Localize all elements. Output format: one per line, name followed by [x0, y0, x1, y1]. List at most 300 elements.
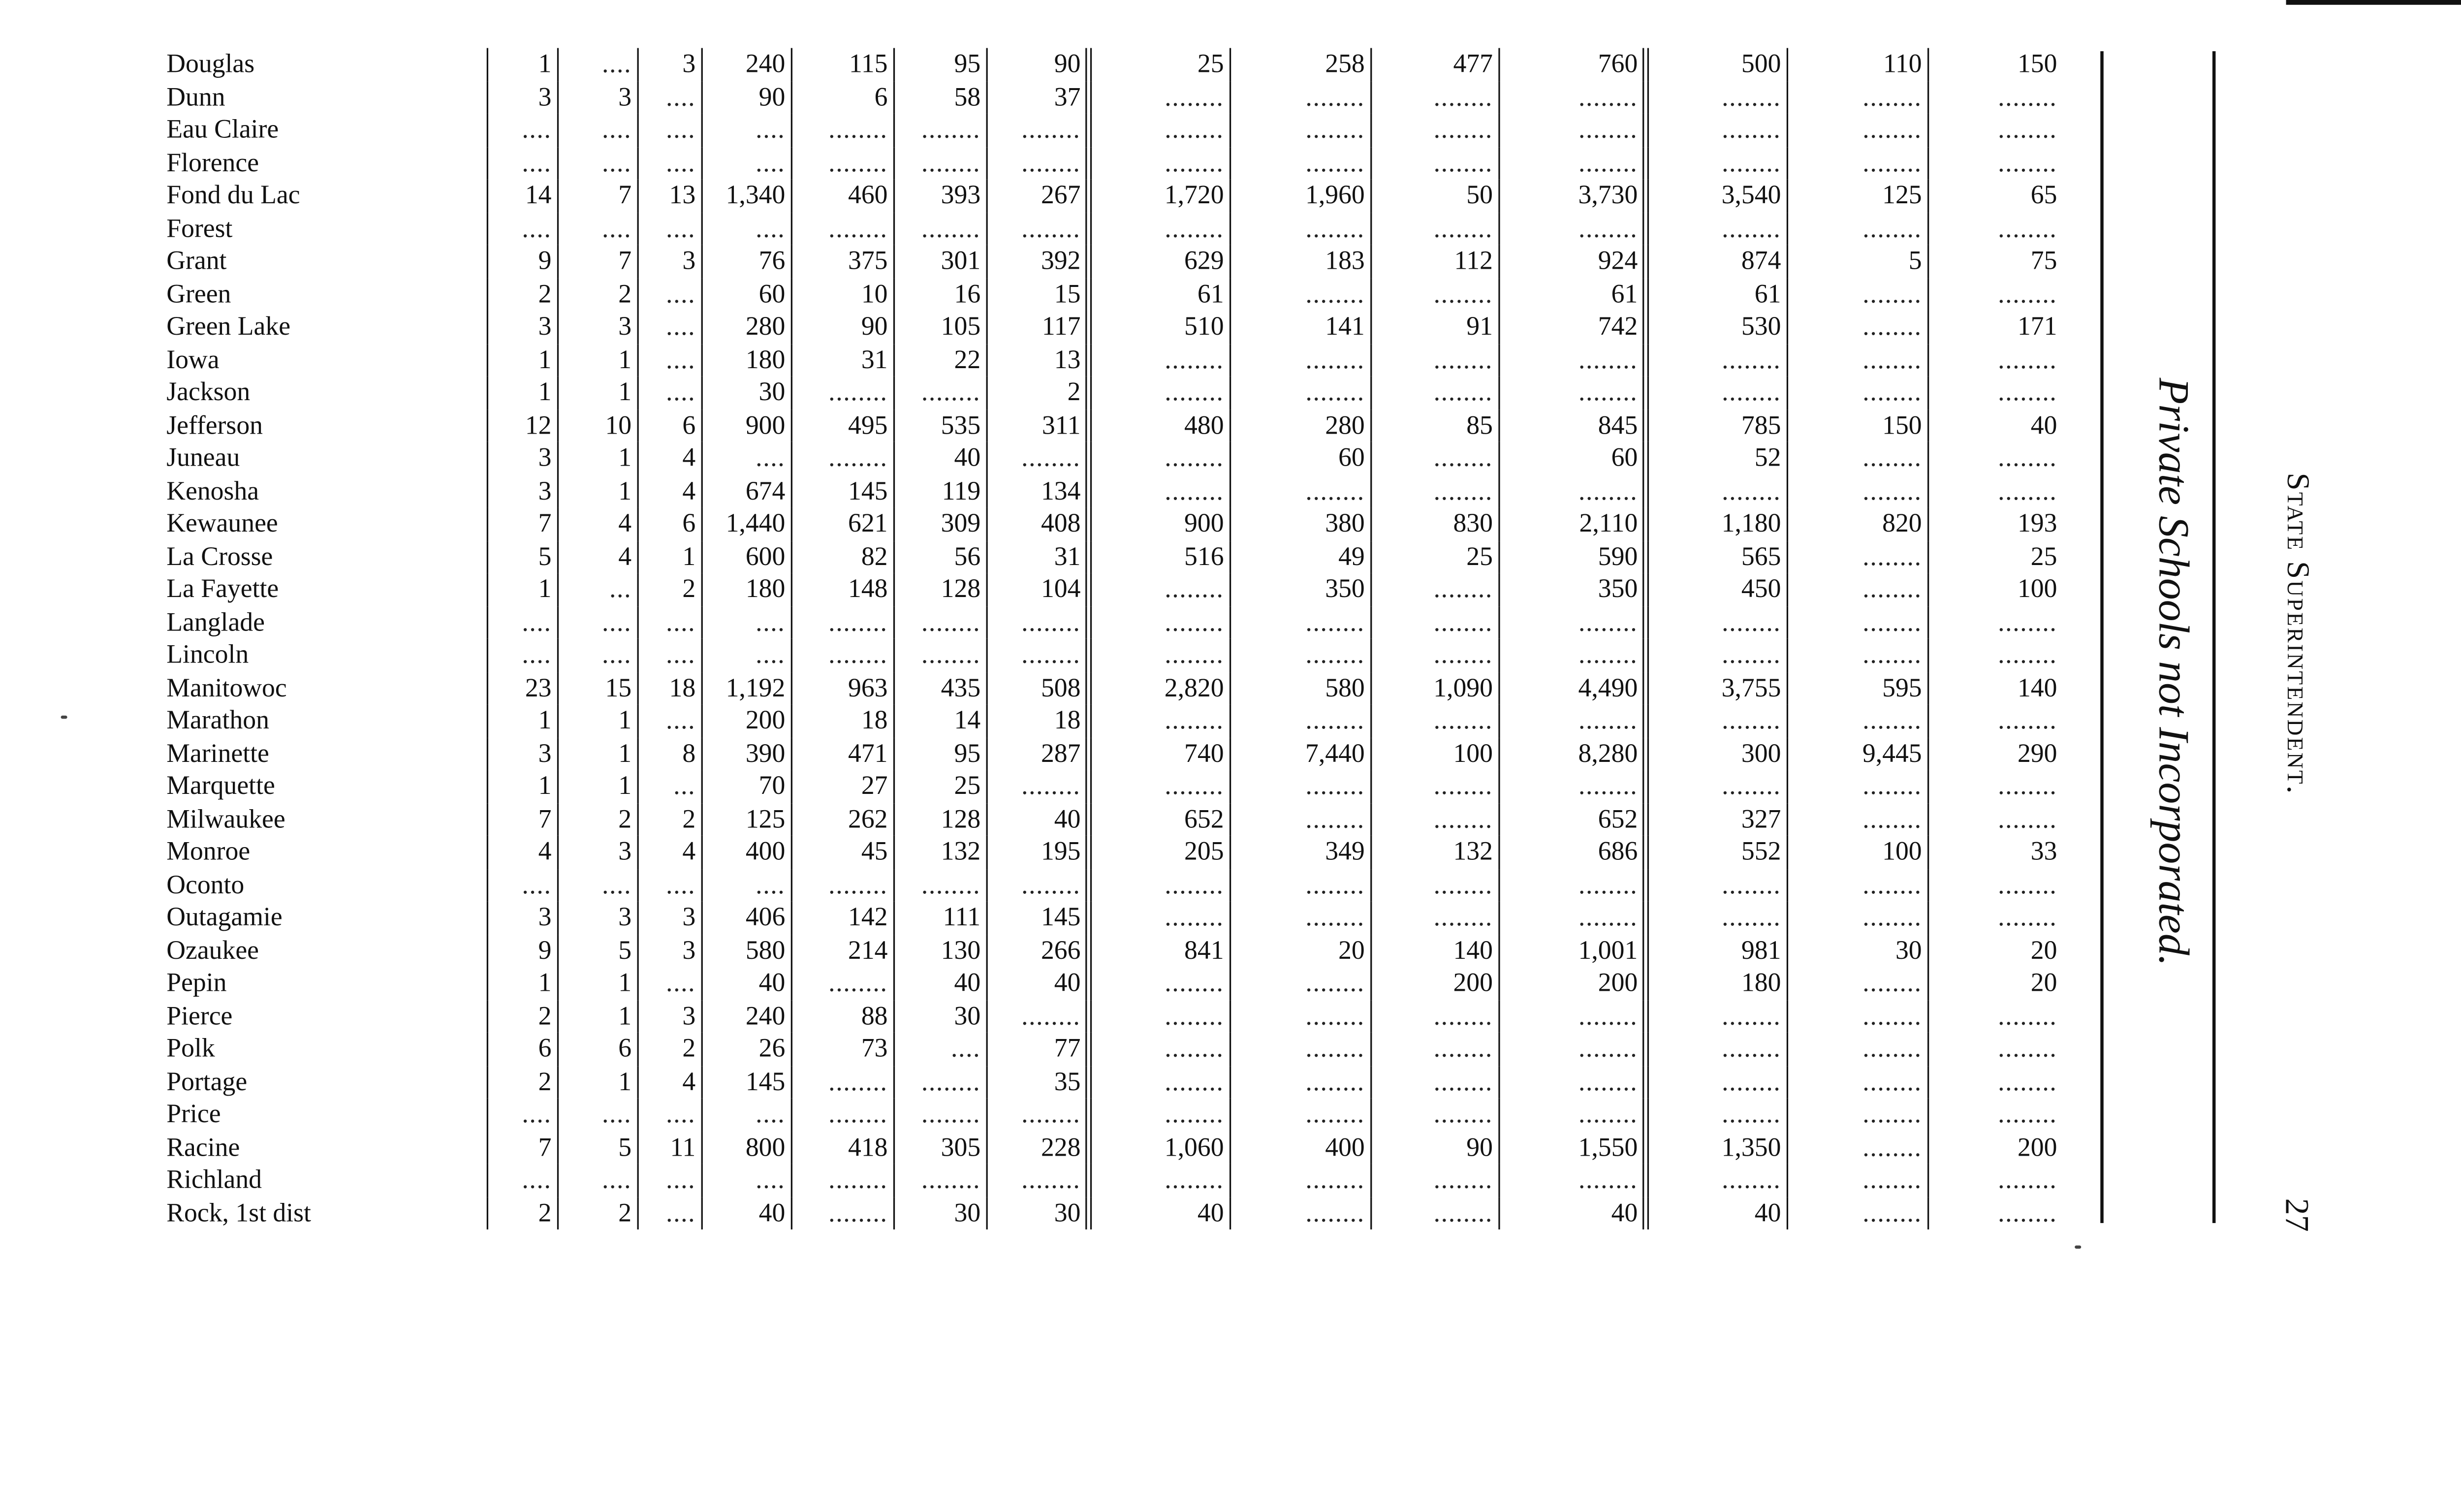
- table-cell: 1: [487, 376, 557, 409]
- table-cell: ........: [1089, 901, 1230, 934]
- table-cell: 392: [986, 245, 1089, 278]
- table-cell: 3: [557, 836, 637, 869]
- table-cell: 4: [637, 474, 701, 507]
- table-cell: 18: [986, 704, 1089, 737]
- table-cell: ........: [1927, 1098, 2062, 1131]
- table-cell: ........: [1787, 147, 1927, 180]
- table-cell: ....: [701, 868, 791, 901]
- table-cell: ........: [1927, 704, 2062, 737]
- table-cell: 400: [1230, 1131, 1370, 1164]
- table-cell: 228: [986, 1131, 1089, 1164]
- table-cell: ........: [1089, 868, 1230, 901]
- table-cell: 200: [1370, 967, 1498, 1000]
- table-cell: 7: [487, 507, 557, 540]
- table-cell: ........: [1498, 639, 1645, 672]
- table-cell: 111: [893, 901, 986, 934]
- table-cell: ....: [557, 1098, 637, 1131]
- column-rule: [2212, 51, 2216, 1223]
- table-cell: 1: [557, 1066, 637, 1099]
- table-cell: 70: [701, 770, 791, 803]
- table-cell: 1,440: [701, 507, 791, 540]
- table-cell: 3: [487, 81, 557, 114]
- table-cell: ........: [791, 1098, 893, 1131]
- table-cell: 90: [791, 311, 893, 344]
- county-name: Pierce: [166, 1000, 233, 1030]
- table-cell: ........: [1787, 344, 1927, 377]
- table-cell: ........: [1646, 901, 1787, 934]
- table-row: [160, 573, 2062, 606]
- table-cell: ........: [986, 442, 1089, 475]
- table-cell: ........: [1927, 1066, 2062, 1099]
- table-cell: 4: [487, 836, 557, 869]
- table-cell: 14: [487, 179, 557, 212]
- table-cell: 90: [701, 81, 791, 114]
- table-cell: 6: [487, 1033, 557, 1066]
- table-row: [160, 836, 2062, 869]
- table-cell: ........: [791, 442, 893, 475]
- table-cell: 40: [893, 967, 986, 1000]
- table-cell: 1,090: [1370, 671, 1498, 704]
- table-cell: 1: [557, 770, 637, 803]
- table-row: [160, 606, 2062, 639]
- table-cell: ........: [1646, 868, 1787, 901]
- table-cell: 20: [1927, 934, 2062, 967]
- table-cell: 15: [986, 278, 1089, 311]
- table-cell: 25: [1927, 540, 2062, 573]
- table-cell: 30: [893, 1000, 986, 1033]
- table-cell: 3: [637, 48, 701, 81]
- table-cell: ........: [1927, 901, 2062, 934]
- table-cell: 104: [986, 573, 1089, 606]
- county-name: Eau Claire: [166, 113, 279, 144]
- table-cell: 686: [1498, 836, 1645, 869]
- table-cell: ........: [1787, 1066, 1927, 1099]
- table-cell: 132: [1370, 836, 1498, 869]
- table-cell: 266: [986, 934, 1089, 967]
- table-cell: 5: [1787, 245, 1927, 278]
- table-cell: 10: [791, 278, 893, 311]
- table-cell: ........: [1089, 1098, 1230, 1131]
- table-cell: 140: [1370, 934, 1498, 967]
- table-cell: 3,540: [1646, 179, 1787, 212]
- table-cell: 1,060: [1089, 1131, 1230, 1164]
- table-cell: 2,820: [1089, 671, 1230, 704]
- table-cell: ........: [1498, 376, 1645, 409]
- table-row: [160, 278, 2062, 311]
- table-cell: 760: [1498, 48, 1645, 81]
- table-cell: 406: [701, 901, 791, 934]
- table-cell: ........: [1089, 639, 1230, 672]
- table-cell: ....: [557, 606, 637, 639]
- table-cell: ........: [986, 1164, 1089, 1197]
- table-cell: 1: [487, 48, 557, 81]
- county-name: Juneau: [166, 441, 240, 472]
- county-name: Green: [166, 278, 231, 309]
- table-cell: ........: [791, 606, 893, 639]
- table-cell: 3,755: [1646, 671, 1787, 704]
- table-cell: 128: [893, 803, 986, 836]
- table-cell: ........: [1230, 1000, 1370, 1033]
- table-cell: ....: [487, 1098, 557, 1131]
- table-cell: 18: [637, 671, 701, 704]
- table-row: [160, 934, 2062, 967]
- county-name: Kenosha: [166, 474, 259, 505]
- table-row: [160, 803, 2062, 836]
- table-cell: ........: [893, 639, 986, 672]
- table-cell: 471: [791, 737, 893, 770]
- table-cell: 2: [487, 1000, 557, 1033]
- table-cell: ........: [1787, 1033, 1927, 1066]
- table-cell: 40: [701, 967, 791, 1000]
- table-cell: ........: [791, 967, 893, 1000]
- table-cell: ........: [1089, 967, 1230, 1000]
- table-cell: 18: [791, 704, 893, 737]
- table-cell: 100: [1927, 573, 2062, 606]
- county-name: Outagamie: [166, 901, 283, 932]
- table-cell: 30: [701, 376, 791, 409]
- table-cell: ....: [701, 606, 791, 639]
- table-cell: 280: [1230, 409, 1370, 442]
- table-cell: ........: [1370, 704, 1498, 737]
- table-cell: 5: [557, 934, 637, 967]
- table-cell: ........: [1927, 1000, 2062, 1033]
- county-name: Green Lake: [166, 310, 291, 341]
- table-cell: 1,350: [1646, 1131, 1787, 1164]
- county-name: Iowa: [166, 343, 220, 374]
- table-cell: ........: [1370, 606, 1498, 639]
- table-cell: ........: [1646, 147, 1787, 180]
- table-cell: 595: [1787, 671, 1927, 704]
- table-cell: 580: [701, 934, 791, 967]
- table-cell: 56: [893, 540, 986, 573]
- table-cell: 9,445: [1787, 737, 1927, 770]
- table-cell: 1,192: [701, 671, 791, 704]
- table-cell: 33: [1927, 836, 2062, 869]
- table-cell: 1: [557, 442, 637, 475]
- table-cell: 45: [791, 836, 893, 869]
- table-cell: 3,730: [1498, 179, 1645, 212]
- table-cell: ........: [1230, 81, 1370, 114]
- table-cell: 31: [791, 344, 893, 377]
- table-cell: ........: [1370, 278, 1498, 311]
- table-cell: 49: [1230, 540, 1370, 573]
- table-cell: ........: [1498, 1066, 1645, 1099]
- table-cell: 125: [1787, 179, 1927, 212]
- county-name: Fond du Lac: [166, 179, 300, 210]
- table-cell: ........: [1498, 1164, 1645, 1197]
- table-cell: ........: [1089, 606, 1230, 639]
- table-cell: 7: [487, 1131, 557, 1164]
- table-cell: 30: [986, 1197, 1089, 1229]
- table-cell: 40: [1498, 1197, 1645, 1229]
- table-cell: ........: [1230, 1164, 1370, 1197]
- table-cell: ....: [487, 1164, 557, 1197]
- table-cell: 105: [893, 311, 986, 344]
- table-cell: 2: [637, 803, 701, 836]
- table-cell: ........: [791, 639, 893, 672]
- table-cell: 76: [701, 245, 791, 278]
- county-name: Price: [166, 1098, 221, 1129]
- table-cell: 183: [1230, 245, 1370, 278]
- table-cell: 350: [1498, 573, 1645, 606]
- table-cell: ........: [1498, 114, 1645, 147]
- table-cell: ........: [1230, 114, 1370, 147]
- table-cell: 742: [1498, 311, 1645, 344]
- table-cell: ....: [637, 311, 701, 344]
- table-cell: 9: [487, 934, 557, 967]
- table-row: [160, 212, 2062, 245]
- table-cell: 240: [701, 1000, 791, 1033]
- table-cell: 1,340: [701, 179, 791, 212]
- table-cell: ........: [893, 1098, 986, 1131]
- county-name: Kewaunee: [166, 507, 278, 538]
- table-cell: 300: [1646, 737, 1787, 770]
- table-cell: ........: [1646, 1033, 1787, 1066]
- county-name: Marathon: [166, 704, 269, 735]
- table-cell: 3: [637, 1000, 701, 1033]
- table-cell: 6: [557, 1033, 637, 1066]
- table-cell: 7: [557, 245, 637, 278]
- table-cell: 287: [986, 737, 1089, 770]
- table-cell: 477: [1370, 48, 1498, 81]
- table-cell: ........: [1646, 344, 1787, 377]
- table-cell: 148: [791, 573, 893, 606]
- table-cell: ........: [1370, 1197, 1498, 1229]
- table-row: [160, 639, 2062, 672]
- page-number: 27: [2278, 1198, 2317, 1232]
- table-cell: ........: [1089, 704, 1230, 737]
- table-cell: 142: [791, 901, 893, 934]
- table-cell: 200: [1927, 1131, 2062, 1164]
- table-cell: ........: [791, 147, 893, 180]
- table-cell: 2: [637, 1033, 701, 1066]
- table-cell: 4: [557, 540, 637, 573]
- table-cell: 327: [1646, 803, 1787, 836]
- table-row: [160, 1066, 2062, 1099]
- table-cell: ........: [1927, 1164, 2062, 1197]
- table-cell: 91: [1370, 311, 1498, 344]
- table-row: [160, 540, 2062, 573]
- table-cell: ....: [637, 81, 701, 114]
- table-cell: 40: [893, 442, 986, 475]
- table-cell: 1: [557, 474, 637, 507]
- table-cell: 6: [637, 409, 701, 442]
- table-cell: ....: [487, 147, 557, 180]
- table-cell: ........: [893, 114, 986, 147]
- table-cell: ....: [487, 639, 557, 672]
- table-cell: 125: [701, 803, 791, 836]
- county-name: Langlade: [166, 606, 265, 636]
- table-cell: ........: [1646, 474, 1787, 507]
- table-cell: ....: [893, 1033, 986, 1066]
- table-cell: 180: [701, 573, 791, 606]
- table-cell: 61: [1089, 278, 1230, 311]
- table-cell: ...: [557, 573, 637, 606]
- table-cell: 30: [1787, 934, 1927, 967]
- table-cell: 1: [557, 344, 637, 377]
- county-name: Polk: [166, 1032, 215, 1063]
- table-cell: 3: [557, 81, 637, 114]
- table-cell: 621: [791, 507, 893, 540]
- table-row: [160, 1197, 2062, 1229]
- county-name: Manitowoc: [166, 671, 287, 702]
- table-cell: ........: [1498, 704, 1645, 737]
- table-cell: ........: [1230, 1197, 1370, 1229]
- county-name: Oconto: [166, 868, 245, 899]
- table-cell: 140: [1927, 671, 2062, 704]
- table-cell: 8: [637, 737, 701, 770]
- table-cell: ........: [1230, 212, 1370, 245]
- table-cell: ........: [1089, 770, 1230, 803]
- table-cell: 900: [1089, 507, 1230, 540]
- table-row: [160, 311, 2062, 344]
- table-cell: 82: [791, 540, 893, 573]
- table-cell: ........: [986, 770, 1089, 803]
- table-cell: 150: [1787, 409, 1927, 442]
- table-row: [160, 147, 2062, 180]
- table-cell: 5: [557, 1131, 637, 1164]
- table-cell: 1: [557, 967, 637, 1000]
- table-cell: 20: [1230, 934, 1370, 967]
- table-cell: 15: [557, 671, 637, 704]
- table-cell: ....: [557, 147, 637, 180]
- table-cell: ........: [791, 1066, 893, 1099]
- table-row: [160, 81, 2062, 114]
- table-cell: 1,180: [1646, 507, 1787, 540]
- table-cell: 60: [701, 278, 791, 311]
- table-cell: 1: [487, 770, 557, 803]
- table-row: [160, 344, 2062, 377]
- table-cell: 132: [893, 836, 986, 869]
- table-cell: 924: [1498, 245, 1645, 278]
- table-cell: ........: [1230, 704, 1370, 737]
- table-cell: 60: [1230, 442, 1370, 475]
- table-cell: ........: [1230, 1033, 1370, 1066]
- table-cell: 874: [1646, 245, 1787, 278]
- table-cell: ........: [1646, 606, 1787, 639]
- table-row: [160, 901, 2062, 934]
- table-cell: ........: [893, 376, 986, 409]
- table-cell: 508: [986, 671, 1089, 704]
- table-cell: 4: [557, 507, 637, 540]
- table-cell: ........: [1089, 344, 1230, 377]
- table-cell: ........: [1498, 212, 1645, 245]
- table-cell: 785: [1646, 409, 1787, 442]
- table-cell: 40: [1927, 409, 2062, 442]
- table-cell: 35: [986, 1066, 1089, 1099]
- table-cell: ........: [1646, 376, 1787, 409]
- table-cell: ........: [1370, 901, 1498, 934]
- table-cell: 820: [1787, 507, 1927, 540]
- table-row: [160, 474, 2062, 507]
- table-cell: ........: [1927, 442, 2062, 475]
- table-cell: ........: [1230, 639, 1370, 672]
- table-cell: 77: [986, 1033, 1089, 1066]
- table-cell: ........: [893, 1066, 986, 1099]
- table-cell: 2: [487, 1197, 557, 1229]
- table-cell: ........: [1089, 1066, 1230, 1099]
- table-cell: ....: [637, 344, 701, 377]
- table-body: [160, 48, 2062, 1229]
- table-row: [160, 1164, 2062, 1197]
- table-cell: 4: [637, 1066, 701, 1099]
- table-cell: 408: [986, 507, 1089, 540]
- table-cell: ........: [1498, 770, 1645, 803]
- table-cell: ........: [1230, 606, 1370, 639]
- table-row: [160, 967, 2062, 1000]
- table-cell: ........: [1230, 967, 1370, 1000]
- table-cell: 40: [701, 1197, 791, 1229]
- table-cell: 841: [1089, 934, 1230, 967]
- table-cell: ........: [1787, 474, 1927, 507]
- table-cell: ........: [1370, 1164, 1498, 1197]
- county-name: Pepin: [166, 967, 227, 998]
- table-cell: ........: [1787, 901, 1927, 934]
- table-cell: ........: [1787, 311, 1927, 344]
- table-row: [160, 868, 2062, 901]
- table-cell: 40: [1646, 1197, 1787, 1229]
- table-cell: ........: [986, 1000, 1089, 1033]
- table-cell: ........: [1370, 803, 1498, 836]
- table-cell: 552: [1646, 836, 1787, 869]
- table-cell: 195: [986, 836, 1089, 869]
- table-cell: ........: [1498, 1033, 1645, 1066]
- table-cell: 4,490: [1498, 671, 1645, 704]
- county-name: Forest: [166, 212, 233, 243]
- table-cell: 75: [1927, 245, 2062, 278]
- table-cell: 2: [487, 278, 557, 311]
- table-cell: 50: [1370, 179, 1498, 212]
- table-cell: ........: [1230, 1066, 1370, 1099]
- table-cell: ....: [701, 1098, 791, 1131]
- table-cell: ....: [637, 114, 701, 147]
- table-cell: 119: [893, 474, 986, 507]
- table-cell: 500: [1646, 48, 1787, 81]
- table-cell: 26: [701, 1033, 791, 1066]
- table-cell: ........: [1498, 868, 1645, 901]
- table-cell: ........: [986, 606, 1089, 639]
- table-cell: 3: [487, 737, 557, 770]
- table-cell: ........: [1927, 1197, 2062, 1229]
- table-cell: 290: [1927, 737, 2062, 770]
- table-cell: ........: [1646, 212, 1787, 245]
- table-cell: 25: [893, 770, 986, 803]
- table-cell: 375: [791, 245, 893, 278]
- table-cell: ........: [1230, 901, 1370, 934]
- table-cell: ....: [557, 114, 637, 147]
- table-cell: 128: [893, 573, 986, 606]
- table-cell: ....: [637, 1164, 701, 1197]
- table-cell: 11: [637, 1131, 701, 1164]
- table-cell: ........: [1787, 639, 1927, 672]
- table-cell: ........: [1787, 376, 1927, 409]
- table-cell: ........: [1089, 376, 1230, 409]
- table-cell: 58: [893, 81, 986, 114]
- table-cell: ........: [1927, 81, 2062, 114]
- statistics-table: [160, 48, 2062, 1229]
- table-cell: ........: [986, 147, 1089, 180]
- table-cell: 23: [487, 671, 557, 704]
- table-cell: 141: [1230, 311, 1370, 344]
- table-cell: ........: [1089, 573, 1230, 606]
- table-cell: 171: [1927, 311, 2062, 344]
- table-cell: ........: [1230, 344, 1370, 377]
- table-cell: ........: [1646, 81, 1787, 114]
- table-cell: ........: [791, 1197, 893, 1229]
- table-cell: 565: [1646, 540, 1787, 573]
- table-cell: ........: [1787, 1197, 1927, 1229]
- table-cell: 180: [1646, 967, 1787, 1000]
